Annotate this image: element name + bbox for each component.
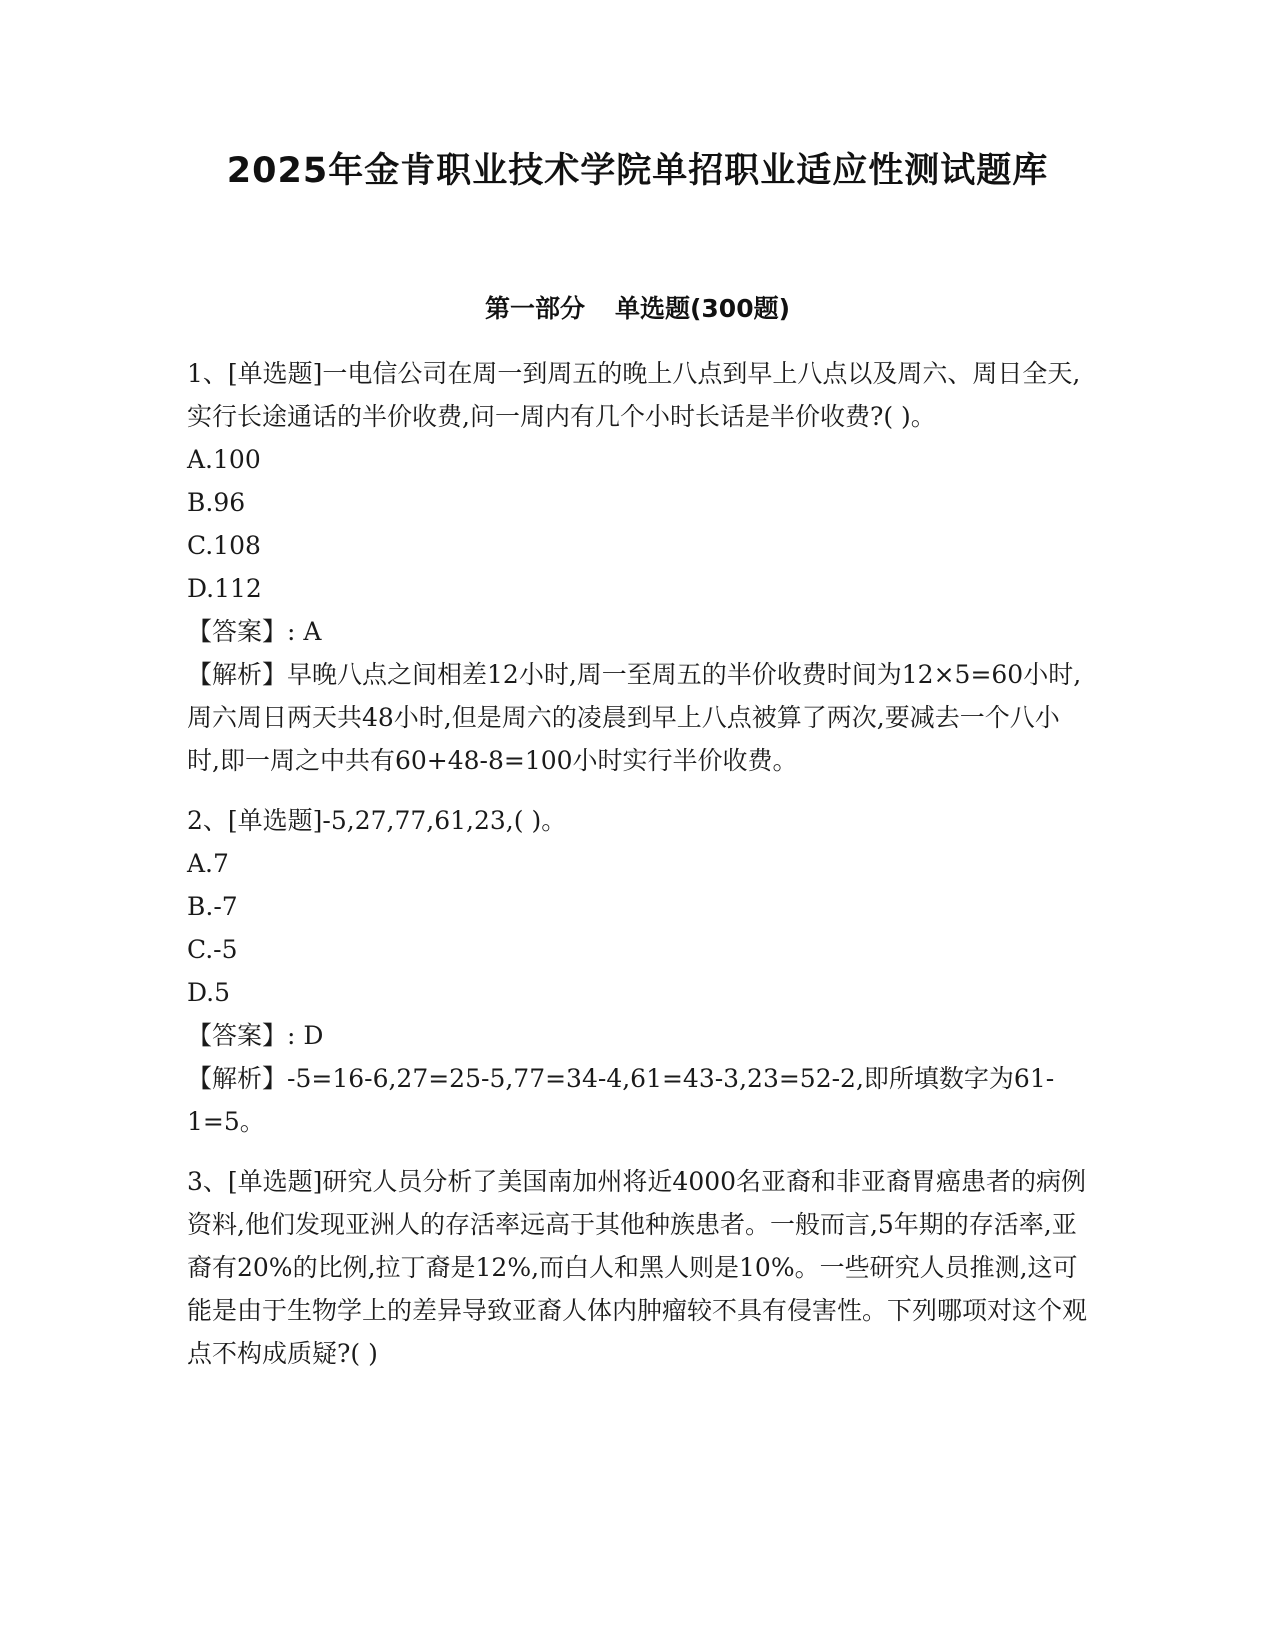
question-3 bbox=[187, 1160, 1087, 1375]
question-stem: 3、[单选题]研究人员分析了美国南加州将近4000名亚裔和非亚裔胃癌患者的病例资料,他们发现亚洲人的存活率远高于其他种族患者。一般而言,5年期的存活率,亚裔有20%的比例,拉丁裔是12%,而白人和黑人则是10%。一些研究人员推测,这可能是由于生物学上的差异导致亚裔人体内肿瘤较不具有侵害性。下列哪项对这个观点不构成质疑?( ) bbox=[187, 1167, 1088, 1368]
question-list bbox=[187, 352, 1087, 1375]
option-a: A.100 bbox=[187, 445, 261, 474]
section-title bbox=[0, 292, 1275, 326]
answer-value: D bbox=[303, 1021, 324, 1050]
option-b: B.96 bbox=[187, 488, 246, 517]
answer-label: 【答案】: bbox=[187, 617, 296, 646]
question-2 bbox=[187, 799, 1087, 1143]
option-a: A.7 bbox=[187, 849, 229, 878]
question-stem: 2、[单选题]-5,27,77,61,23,( )。 bbox=[187, 806, 567, 835]
answer-value: A bbox=[303, 617, 322, 646]
explanation-line bbox=[187, 653, 1087, 782]
option-c: C.108 bbox=[187, 531, 261, 560]
option-d: D.112 bbox=[187, 574, 262, 603]
document-title: 2025年金肯职业技术学院单招职业适应性测试题库 bbox=[226, 151, 1049, 191]
option-d: D.5 bbox=[187, 978, 231, 1007]
explanation-text: 早晚八点之间相差12小时,周一至周五的半价收费时间为12×5=60小时,周六周日两天共48小时,但是周六的凌晨到早上八点被算了两次,要减去一个八小时,即一周之中共有60+48-8=100小时实行半价收费。 bbox=[187, 660, 1082, 775]
option-b: B.-7 bbox=[187, 892, 238, 921]
answer-line bbox=[187, 1014, 1087, 1057]
explanation-text: -5=16-6,27=25-5,77=34-4,61=43-3,23=52-2,即所填数字为61-1=5。 bbox=[187, 1064, 1055, 1136]
explanation-line bbox=[187, 1057, 1087, 1143]
explanation-label: 【解析】 bbox=[187, 1064, 288, 1093]
section-part: 第一部分 bbox=[484, 294, 585, 323]
answer-label: 【答案】: bbox=[187, 1021, 296, 1050]
question-stem: 1、[单选题]一电信公司在周一到周五的晚上八点到早上八点以及周六、周日全天,实行长途通话的半价收费,问一周内有几个小时长话是半价收费?( )。 bbox=[187, 359, 1081, 431]
answer-line bbox=[187, 610, 1087, 653]
explanation-label: 【解析】 bbox=[187, 660, 288, 689]
section-name: 单选题(300题) bbox=[614, 294, 791, 323]
question-1 bbox=[187, 352, 1087, 782]
option-c: C.-5 bbox=[187, 935, 238, 964]
